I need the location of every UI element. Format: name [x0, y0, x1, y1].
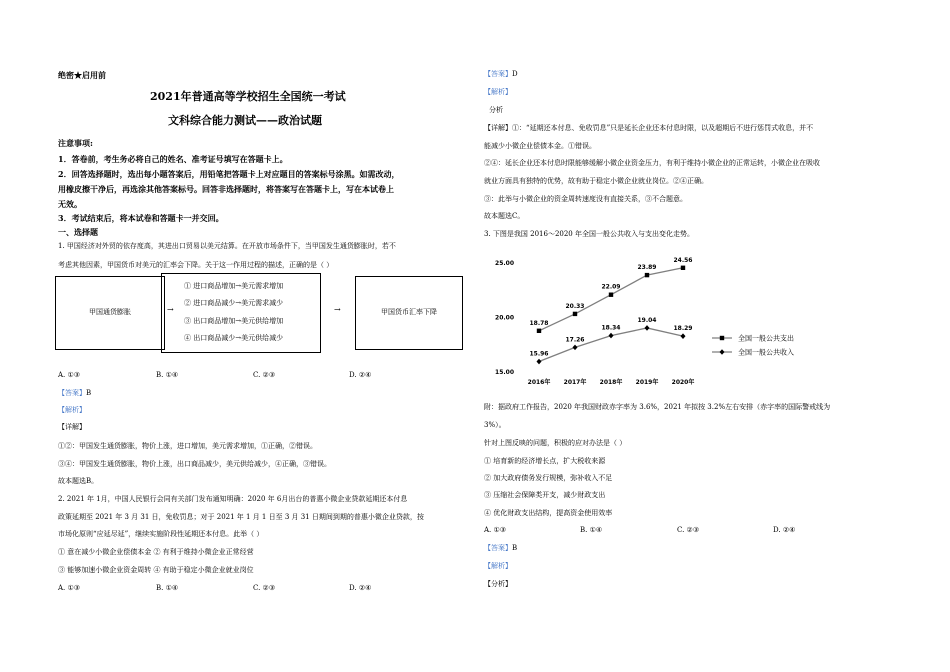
y-tick-label: 15.00: [495, 369, 514, 376]
q2-choice: ① 意在减少小微企业偿债本金 ② 有利于维持小微企业正常经营: [58, 548, 254, 556]
q3-choice: ④ 优化财政支出结构，提高资金使用效率: [484, 509, 613, 517]
q1-analysis-tag: 【解析】: [58, 406, 86, 414]
flow-right-box: [355, 276, 463, 350]
q2-analysis-tag: 【解析】: [484, 88, 512, 96]
q2-text: 政策延期至 2021 年 3 月 31 日，免收罚息；对于 2021 年 1 月 1 日至 3 月 31 日期间到期的普惠小微企业贷款，按: [58, 513, 424, 521]
q1-answer: 【答案】B: [58, 389, 92, 397]
data-label: 18.78: [529, 319, 549, 327]
flow-middle-box: [161, 273, 321, 353]
q3-fenxi: 【分析】: [484, 580, 512, 588]
exam-subtitle: 文科综合能力测试——政治试题: [168, 114, 322, 127]
flow-item: ① 进口商品增加→美元需求增加: [184, 282, 284, 290]
note-line: 用橡皮擦干净后，再选涂其他答案标号。回答非选择题时，将答案写在答题卡上，写在本试卷上: [58, 184, 394, 194]
q3-choice: ③ 压缩社会保障类开支，减少财政支出: [484, 491, 606, 499]
q3-note: 3%）。: [484, 421, 506, 429]
arrow-icon: →: [167, 305, 174, 314]
series-line-1: [539, 268, 683, 331]
data-label: 15.96: [529, 350, 549, 358]
q2-detail: 能减少小微企业偿债本金。①错误。: [484, 142, 596, 150]
legend-diamond-icon: [720, 349, 725, 355]
q1-detail: ①②：甲国发生通货膨胀，物价上涨，进口增加，美元需求增加，①正确，②错误。: [58, 442, 317, 450]
q2-text: 市场化原则“应延尽延”，继续实施阶段性延期还本付息。此举（ ）: [58, 530, 264, 538]
q3-option-a: A. ①③: [484, 526, 507, 534]
flow-right-label: 甲国货币汇率下降: [381, 308, 437, 316]
q2-detail: 就业方面具有独特的优势，故有助于稳定小微企业就业岗位。②④正确。: [484, 177, 708, 185]
q2-option-c: C. ②③: [253, 584, 276, 592]
q3-text: 3. 下图是我国 2016～2020 年全国一般公共收入与支出变化走势。: [484, 230, 694, 238]
q3-option-c: C. ②③: [677, 526, 700, 534]
note-line: 2．回答选择题时，选出每小题答案后，用铅笔把答题卡上对应题目的答案标号涂黑。如需改动，: [58, 169, 400, 179]
q1-detail: 故本题选B。: [58, 477, 99, 485]
y-tick-label: 25.00: [495, 260, 514, 267]
data-label: 17.26: [565, 336, 585, 344]
q2-option-b: B. ①④: [156, 584, 179, 592]
expenditure-point: [573, 312, 577, 316]
section-heading: 一、选择题: [58, 227, 98, 237]
revenue-point: [645, 325, 650, 331]
flow-left-box: [55, 276, 165, 350]
finance-line-chart: [484, 248, 864, 393]
q1-detail: ③④：甲国发生通货膨胀，物价上涨，出口商品减少，美元供给减少，④正确，③错误。: [58, 460, 331, 468]
q2-option-d: D. ②④: [349, 584, 372, 592]
revenue-point: [681, 333, 686, 339]
q1-option-b: B. ①④: [156, 371, 179, 379]
data-label: 22.09: [601, 283, 621, 291]
q2-choice: ③ 能够加速小微企业资金周转 ④ 有助于稳定小微企业就业岗位: [58, 566, 254, 574]
q2-detail: ③：此举与小微企业的资金周转速度没有直接关系，③不合题意。: [484, 195, 687, 203]
data-label: 20.33: [565, 302, 585, 310]
legend-square-icon: [720, 336, 724, 340]
revenue-point: [609, 333, 614, 339]
q1-detail-head: 【详解】: [58, 423, 86, 431]
q1-option-d: D. ②④: [349, 371, 372, 379]
y-tick-label: 20.00: [495, 314, 514, 322]
q2-option-a: A. ①③: [58, 584, 81, 592]
x-tick-label: 2020年: [671, 379, 695, 386]
q3-note: 针对上图反映的问题，积极的应对办法是（ ）: [484, 439, 627, 447]
flow-item: ③ 出口商品增加→美元供给增加: [184, 317, 284, 325]
flow-item: ② 进口商品减少→美元需求减少: [184, 299, 284, 307]
data-label: 23.89: [637, 264, 657, 272]
expenditure-point: [645, 273, 649, 277]
flow-left-label: 甲国通货膨胀: [89, 308, 131, 316]
data-label: 24.56: [673, 256, 693, 264]
q3-choice: ① 培育新的经济增长点，扩大税收来源: [484, 457, 606, 465]
q1-option-c: C. ②③: [253, 371, 276, 379]
expenditure-point: [681, 266, 685, 270]
q3-answer: 【答案】B: [484, 544, 518, 552]
note-line: 1．答卷前，考生务必将自己的姓名、准考证号填写在答题卡上。: [58, 154, 288, 164]
q3-option-b: B. ①④: [580, 526, 603, 534]
exam-title: 2021年普通高等学校招生全国统一考试: [150, 90, 346, 103]
q3-choice: ② 加大政府债务发行规模，弥补收入不足: [484, 474, 613, 482]
note-line: 3．考试结束后，将本试卷和答题卡一并交回。: [58, 213, 224, 223]
q3-note: 附：据政府工作报告，2020 年我国财政赤字率为 3.6%，2021 年拟按 3.2%左右安排（赤字率的国际警戒线为: [484, 403, 831, 411]
revenue-point: [537, 359, 542, 365]
x-tick-label: 2019年: [635, 379, 659, 386]
q1-text: 1. 甲国经济对外贸的依存度高，其进出口贸易以美元结算。在开放市场条件下，当甲国发生通货膨胀时，若不: [58, 242, 396, 250]
legend-label: 全国一般公共支出: [738, 334, 794, 343]
data-label: 18.29: [673, 325, 693, 333]
expenditure-point: [609, 293, 613, 297]
notes-heading: 注意事项:: [58, 138, 93, 148]
q2-text: 2. 2021 年 1月，中国人民银行会同有关部门发布通知明确：2020 年 6月出台的普惠小微企业贷款延期还本付息: [58, 495, 408, 503]
q2-detail: ②④：延长企业还本付息时限能够缓解小微企业资金压力，有利于维持小微企业的正常运转，小微企业在吸收: [484, 159, 820, 167]
q1-text: 考虑其他因素，甲国货币对美元的汇率会下降。关于这一作用过程的描述，正确的是（ ）: [58, 261, 334, 269]
q2-answer: 【答案】D: [484, 70, 518, 78]
revenue-point: [573, 345, 578, 351]
q3-option-d: D. ②④: [773, 526, 796, 534]
q2-fenxi: 分析: [489, 106, 503, 114]
x-tick-label: 2018年: [599, 379, 623, 386]
flow-item: ④ 出口商品减少→美元供给减少: [184, 334, 284, 342]
data-label: 19.04: [637, 316, 657, 324]
expenditure-point: [537, 329, 541, 333]
q2-detail: 【详解】①：“延期还本付息、免收罚息”只是延长企业还本付息时限，以及超期后不进行惩罚式收息，并不: [484, 124, 814, 132]
note-line: 无效。: [58, 199, 82, 209]
arrow-icon: →: [334, 305, 341, 314]
data-label: 18.34: [601, 324, 621, 332]
q1-option-a: A. ①③: [58, 371, 81, 379]
secret-label: 绝密★启用前: [58, 70, 106, 80]
q3-analysis-tag: 【解析】: [484, 562, 512, 570]
x-tick-label: 2017年: [563, 379, 587, 386]
x-tick-label: 2016年: [527, 379, 551, 386]
legend-label: 全国一般公共收入: [738, 348, 794, 357]
q2-detail: 故本题选C。: [484, 212, 525, 220]
